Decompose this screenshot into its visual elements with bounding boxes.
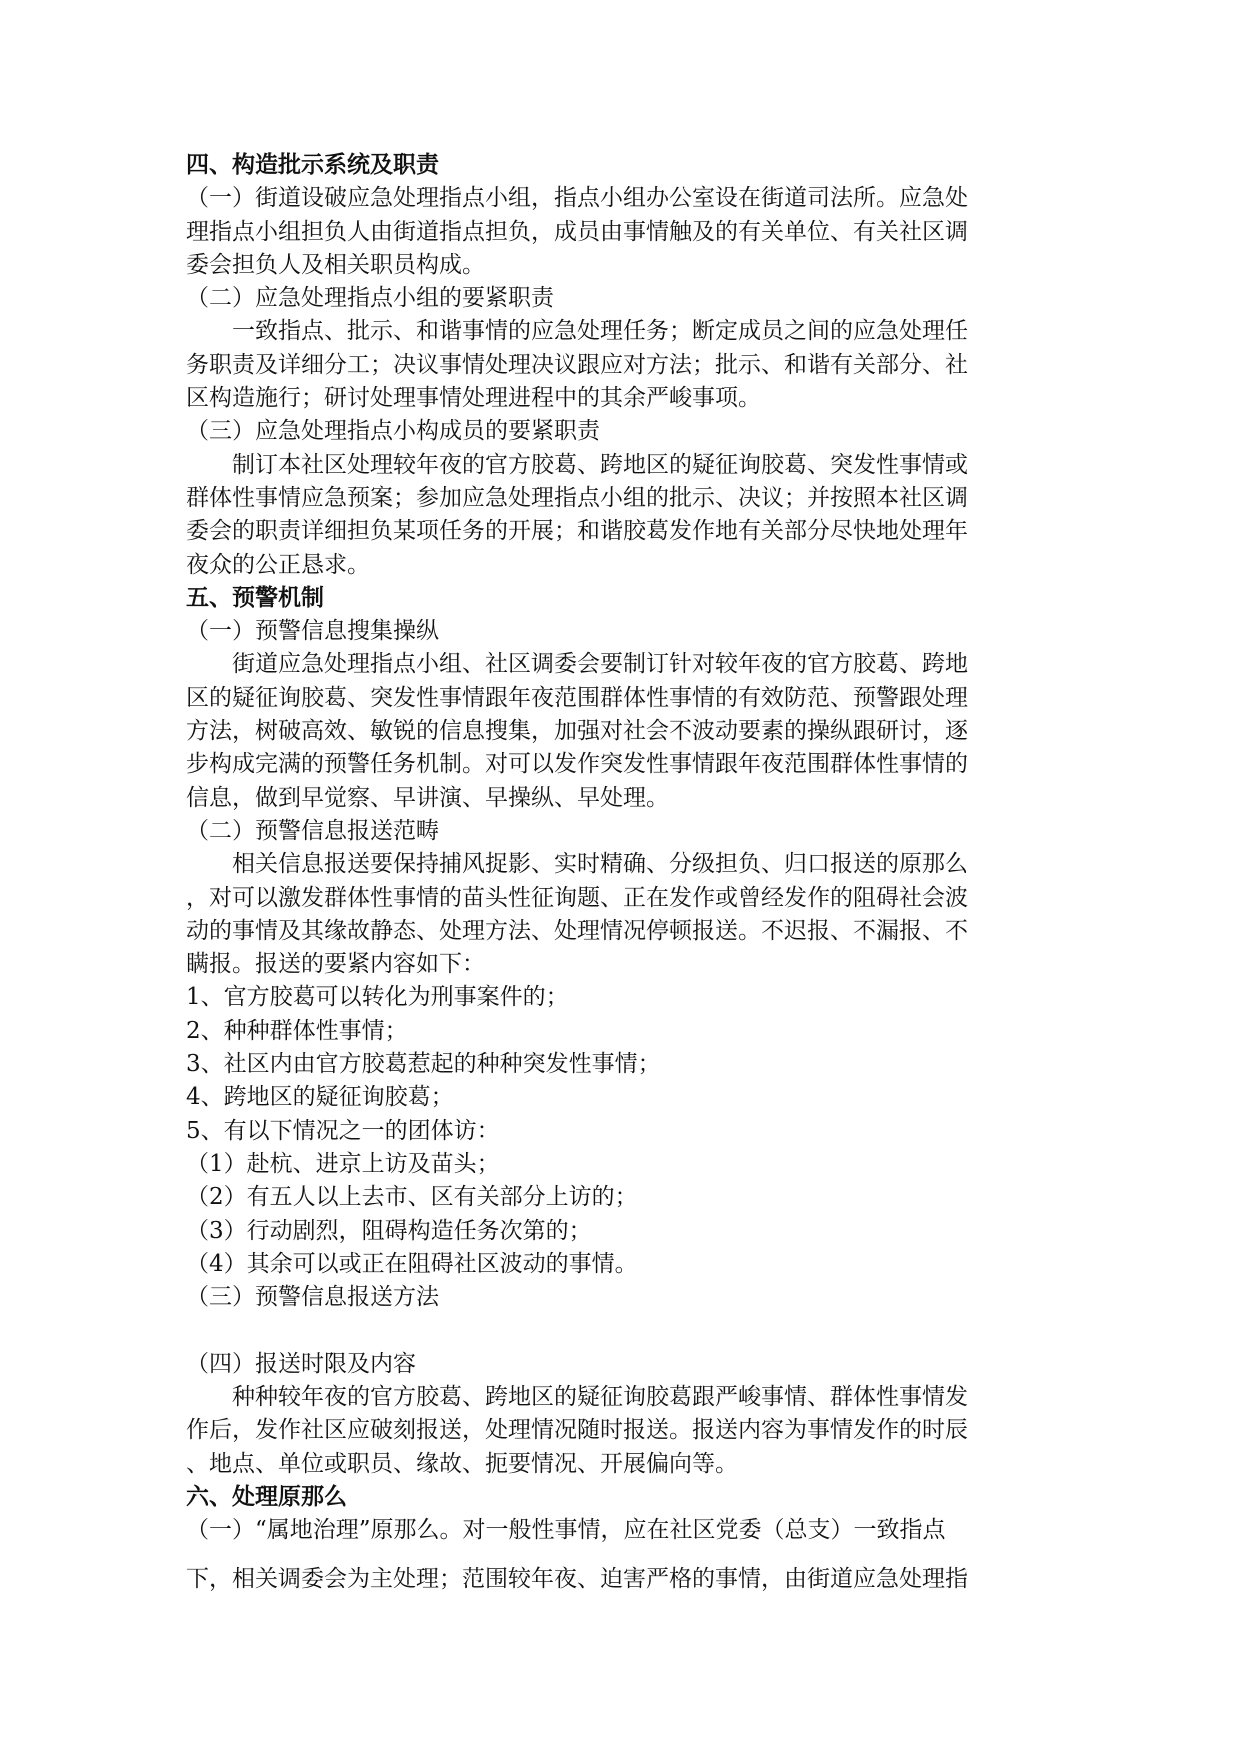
text-line: 5、有以下情况之一的团体访： xyxy=(186,1117,500,1144)
text-line: 群体性事情应急预案；参加应急处理指点小组的批示、决议；并按照本社区调 xyxy=(186,484,968,511)
text-line: （四）报送时限及内容 xyxy=(186,1350,416,1377)
text-line: 1、官方胶葛可以转化为刑事案件的； xyxy=(186,984,569,1011)
text-line: （一）“属地治理”原那么。对一般性事情，应在社区党委（总支）一致指点 xyxy=(186,1517,946,1544)
text-line: 委会的职责详细担负某项任务的开展；和谐胶葛发作地有关部分尽快地处理年 xyxy=(186,518,968,545)
text-line: 区的疑征询胶葛、突发性事情跟年夜范围群体性事情的有效防范、预警跟处理 xyxy=(186,684,968,711)
document-body xyxy=(186,149,1056,1597)
text-line: （3）行动剧烈，阻碍构造任务次第的； xyxy=(186,1217,592,1244)
section-heading: 六、处理原那么 xyxy=(186,1483,347,1510)
text-line: （2）有五人以上去市、区有关部分上访的； xyxy=(186,1184,638,1211)
text-line: 委会担负人及相关职员构成。 xyxy=(186,251,485,278)
text-line: （三）预警信息报送方法 xyxy=(186,1284,439,1311)
text-line: 制订本社区处理较年夜的官方胶葛、跨地区的疑征询胶葛、突发性事情或 xyxy=(186,451,968,478)
text-line: （二）预警信息报送范畴 xyxy=(186,817,439,844)
text-line: 街道应急处理指点小组、社区调委会要制订针对较年夜的官方胶葛、跨地 xyxy=(186,651,968,678)
text-line: （一）街道设破应急处理指点小组，指点小组办公室设在街道司法所。应急处 xyxy=(186,185,968,212)
text-line: 3、社区内由官方胶葛惹起的种种突发性事情； xyxy=(186,1051,661,1078)
text-line: （二）应急处理指点小组的要紧职责 xyxy=(186,285,554,312)
text-line: 、地点、单位或职员、缘故、扼要情况、开展偏向等。 xyxy=(186,1450,738,1477)
text-line: （1）赴杭、进京上访及苗头； xyxy=(186,1150,500,1177)
text-line: 动的事情及其缘故静态、处理方法、处理情况停顿报送。不迟报、不漏报、不 xyxy=(186,917,968,944)
text-line: 区构造施行；研讨处理事情处理进程中的其余严峻事项。 xyxy=(186,385,761,412)
text-line: 4、跨地区的疑征询胶葛； xyxy=(186,1084,454,1111)
text-line: 务职责及详细分工；决议事情处理决议跟应对方法；批示、和谐有关部分、社 xyxy=(186,351,968,378)
text-line: 作后，发作社区应破刻报送，处理情况随时报送。报送内容为事情发作的时辰 xyxy=(186,1417,968,1444)
text-line: 瞒报。报送的要紧内容如下： xyxy=(186,951,485,978)
text-line: 下，相关调委会为主处理；范围较年夜、迫害严格的事情，由街道应急处理指 xyxy=(186,1566,968,1593)
text-line: 夜众的公正恳求。 xyxy=(186,551,370,578)
text-line: 理指点小组担负人由街道指点担负，成员由事情触及的有关单位、有关社区调 xyxy=(186,218,968,245)
text-line: ，对可以激发群体性事情的苗头性征询题、正在发作或曾经发作的阻碍社会波 xyxy=(186,884,968,911)
line-gap xyxy=(186,1547,1056,1563)
text-line: 一致指点、批示、和谐事情的应急处理任务；断定成员之间的应急处理任 xyxy=(186,318,968,345)
text-line: 2、种种群体性事情； xyxy=(186,1017,408,1044)
section-heading: 五、预警机制 xyxy=(186,584,324,611)
section-heading: 四、构造批示系统及职责 xyxy=(186,152,439,178)
text-line: 步构成完满的预警任务机制。对可以发作突发性事情跟年夜范围群体性事情的 xyxy=(186,751,968,778)
text-line: 信息，做到早觉察、早讲演、早操纵、早处理。 xyxy=(186,784,669,811)
text-line: （一）预警信息搜集操纵 xyxy=(186,618,439,645)
text-line: （三）应急处理指点小构成员的要紧职责 xyxy=(186,418,600,445)
text-line: 方法，树破高效、敏锐的信息搜集，加强对社会不波动要素的操纵跟研讨，逐 xyxy=(186,718,968,745)
text-line: 相关信息报送要保持捕风捉影、实时精确、分级担负、归口报送的原那么 xyxy=(186,851,968,878)
text-line: （4）其余可以或正在阻碍社区波动的事情。 xyxy=(186,1250,638,1277)
blank-line xyxy=(186,1314,1056,1347)
text-line: 种种较年夜的官方胶葛、跨地区的疑征询胶葛跟严峻事情、群体性事情发 xyxy=(186,1383,968,1410)
